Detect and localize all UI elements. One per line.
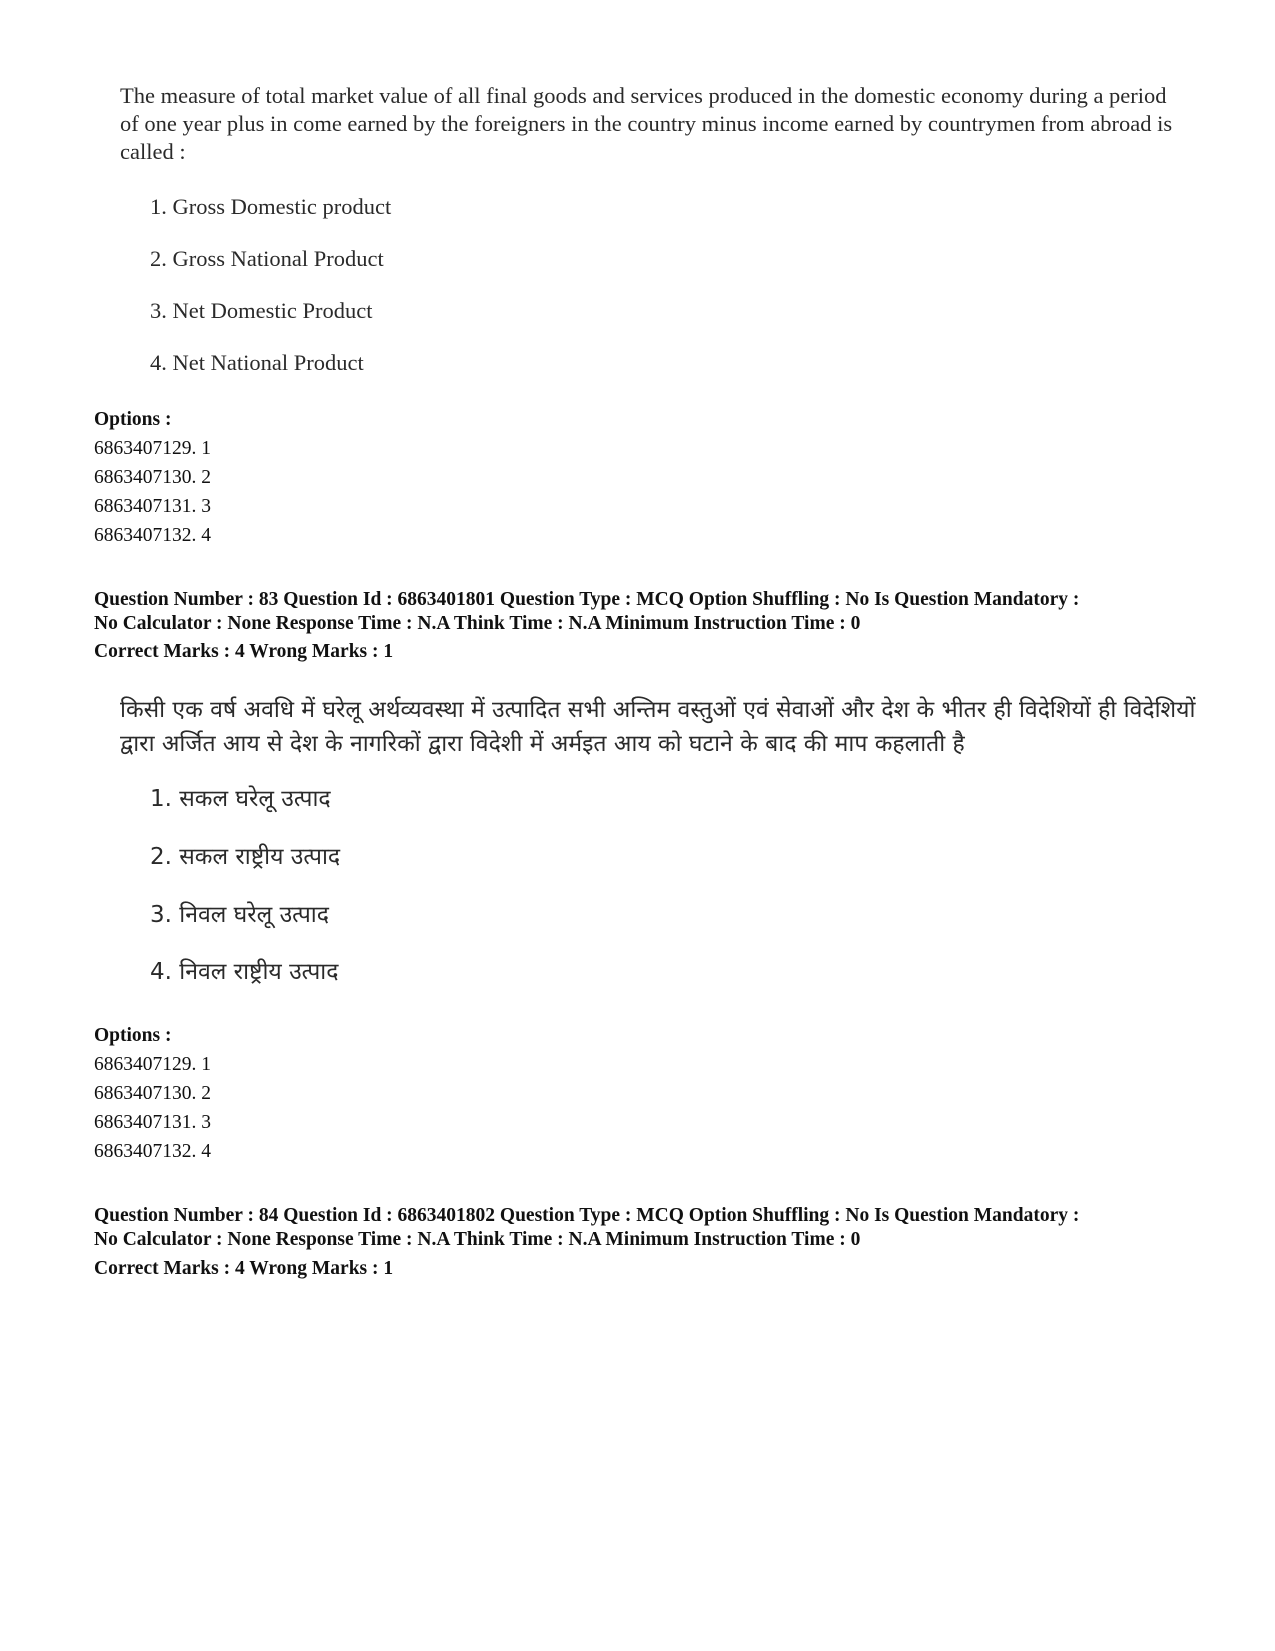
q83-choice-4: 4. निवल राष्ट्रीय उत्पाद [150,959,339,985]
q82-choice-4: 4. Net National Product [150,350,364,375]
q83-choice-1: 1. सकल घरेलू उत्पाद [150,786,331,812]
q83-choice-3: 3. निवल घरेलू उत्पाद [150,902,329,928]
q82-choice-2: 2. Gross National Product [150,246,384,271]
q83-options-label: Options : [94,1025,172,1046]
q84-marks: Correct Marks : 4 Wrong Marks : 1 [94,1258,394,1279]
question-83-text: किसी एक वर्ष अवधि में घरेलू अर्थव्यवस्था में उत्पादित सभी अन्तिम वस्तुओं एवं सेवाओं और देश के भीतर ही विदेशियों ही विदेशियों द्वारा अर्जित आय से देश के नागरिकों द्वारा विदेशी में अर्मइत आय को घटाने के बाद की माप कहलाती है [120,697,1196,757]
question-82-text: The measure of total market value of all final goods and services produced in the domestic economy during a period of one year plus in come earned by the foreigners in the country minus income earned by countrymen from abroad is called : [120,83,1173,164]
q84-meta-line-2: No Calculator : None Response Time : N.A Think Time : N.A Minimum Instruction Time : 0 [94,1229,861,1250]
q83-choice-2: 2. सकल राष्ट्रीय उत्पाद [150,844,341,870]
q83-option-3: 6863407131. 3 [94,1112,211,1133]
q82-option-4: 6863407132. 4 [94,525,211,546]
q83-marks: Correct Marks : 4 Wrong Marks : 1 [94,641,394,662]
q83-meta-line-1: Question Number : 83 Question Id : 6863401801 Question Type : MCQ Option Shuffling : No Is Question Mandatory : [94,589,1080,610]
q82-option-2: 6863407130. 2 [94,467,211,488]
q84-meta-line-1: Question Number : 84 Question Id : 6863401802 Question Type : MCQ Option Shuffling : No Is Question Mandatory : [94,1205,1080,1226]
q82-choice-1: 1. Gross Domestic product [150,194,392,219]
q82-choice-3: 3. Net Domestic Product [150,298,373,323]
q83-option-2: 6863407130. 2 [94,1083,211,1104]
q83-option-1: 6863407129. 1 [94,1054,211,1075]
q83-meta-line-2: No Calculator : None Response Time : N.A Think Time : N.A Minimum Instruction Time : 0 [94,613,861,634]
q82-options-label: Options : [94,409,172,430]
q82-option-3: 6863407131. 3 [94,496,211,517]
q82-option-1: 6863407129. 1 [94,438,211,459]
q83-option-4: 6863407132. 4 [94,1141,211,1162]
